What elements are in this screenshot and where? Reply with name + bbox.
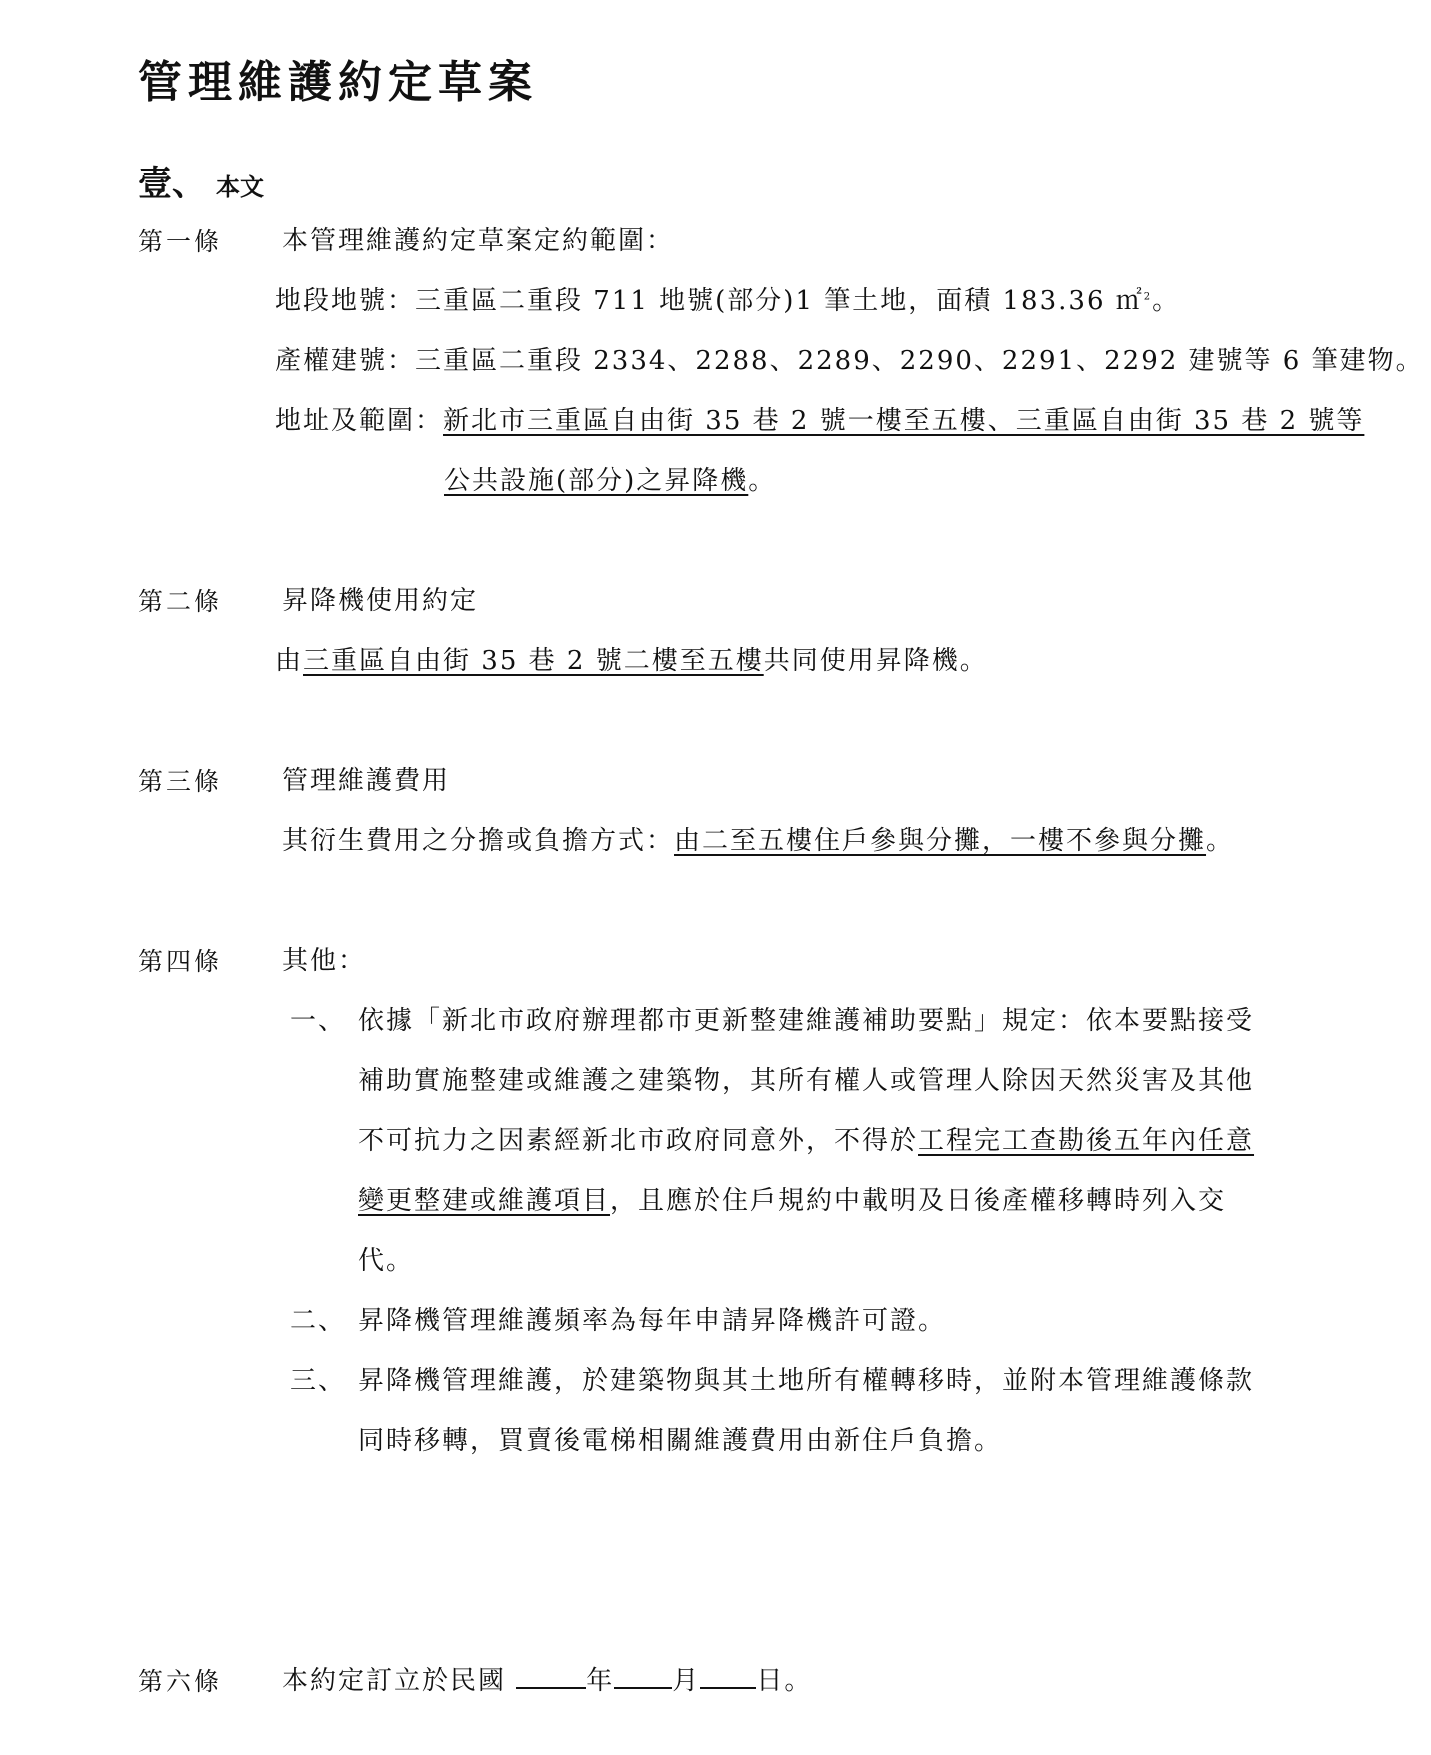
article-1-address [275,400,1364,437]
article-1-label: 第一條 [138,227,223,256]
item-1-underlined-1: 工程完工查勘後五年內任意 [918,1126,1255,1156]
article-2-text [275,640,988,677]
item-1-number: 一、 [290,1006,347,1036]
section-heading [138,156,264,205]
address-underlined-1: 新北市三重區自由街 35 巷 2 號一樓至五樓、三重區自由街 35 巷 2 號等 [443,406,1365,436]
article-2-label: 第二條 [138,587,223,616]
article-2-underlined: 三重區自由街 35 巷 2 號二樓至五樓 [303,646,764,676]
month-blank[interactable] [614,1663,672,1689]
address-end: 。 [748,466,777,496]
address-underlined-2: 公共設施(部分)之昇降機 [444,466,749,496]
day-label: 日。 [756,1666,813,1696]
area-superscript: 2 [1143,291,1153,303]
item-1-line-5: 代。 [358,1246,415,1276]
item-1-line-2: 補助實施整建或維護之建築物，其所有權人或管理人除因天然災害及其他 [358,1066,1255,1096]
item-2-number: 二、 [290,1306,347,1336]
item-1-line-1: 依據「新北市政府辦理都市更新整建維護補助要點」規定：依本要點接受 [358,1006,1255,1036]
year-blank[interactable] [516,1663,586,1689]
article-6-text-main: 本約定訂立於民國 [282,1666,507,1696]
item-1-underlined-2: 變更整建或維護項目 [358,1186,611,1216]
item-2-line-1: 昇降機管理維護頻率為每年申請昇降機許可證。 [358,1306,947,1336]
article-3-text [282,820,1234,857]
address-label: 地址及範圍： [275,406,444,436]
article-1-building: 產權建號：三重區二重段 2334、2288、2289、2290、2291、2292 建號等 6 筆建物。 [275,346,1424,376]
land-text: 地段地號：三重區二重段 711 地號(部分)1 筆土地，面積 183.36 ㎡ [275,286,1144,316]
article-4-label: 第四條 [138,947,223,976]
article-6-text [282,1660,812,1697]
article-1-land [275,280,1180,317]
year-label: 年 [586,1666,615,1696]
article-3-label: 第三條 [138,767,223,796]
item-3-line-2: 同時移轉，買賣後電梯相關維護費用由新住戶負擔。 [358,1426,1003,1456]
article-1-address-cont [444,460,776,497]
section-label: 本文 [216,173,264,201]
land-end: 。 [1152,286,1181,316]
item-3-line-1: 昇降機管理維護，於建築物與其土地所有權轉移時，並附本管理維護條款 [358,1366,1255,1396]
article-3-underlined: 由二至五樓住戶參與分攤，一樓不參與分攤 [674,826,1207,856]
article-3-heading: 管理維護費用 [282,766,451,796]
item-1-line-4 [358,1180,1226,1217]
day-blank[interactable] [700,1663,756,1689]
item-1-line-4-post: ，且應於住戶規約中載明及日後產權移轉時列入交 [610,1186,1227,1216]
item-3-number: 三、 [290,1366,347,1396]
article-2-heading: 昇降機使用約定 [282,586,479,616]
item-1-line-3-pre: 不可抗力之因素經新北市政府同意外，不得於 [358,1126,919,1156]
section-number: 壹、 [138,164,206,204]
article-3-text-pre: 其衍生費用之分擔或負擔方式： [282,826,675,856]
article-4-heading: 其他： [282,946,367,976]
article-3-text-post: 。 [1206,826,1235,856]
article-2-text-post: 共同使用昇降機。 [763,646,988,676]
article-1-heading: 本管理維護約定草案定約範圍： [282,226,675,256]
document-title: 管理維護約定草案 [138,57,538,108]
article-6-label: 第六條 [138,1667,223,1696]
month-label: 月 [672,1666,701,1696]
article-2-text-pre: 由 [275,646,304,676]
item-1-line-3 [358,1120,1254,1157]
